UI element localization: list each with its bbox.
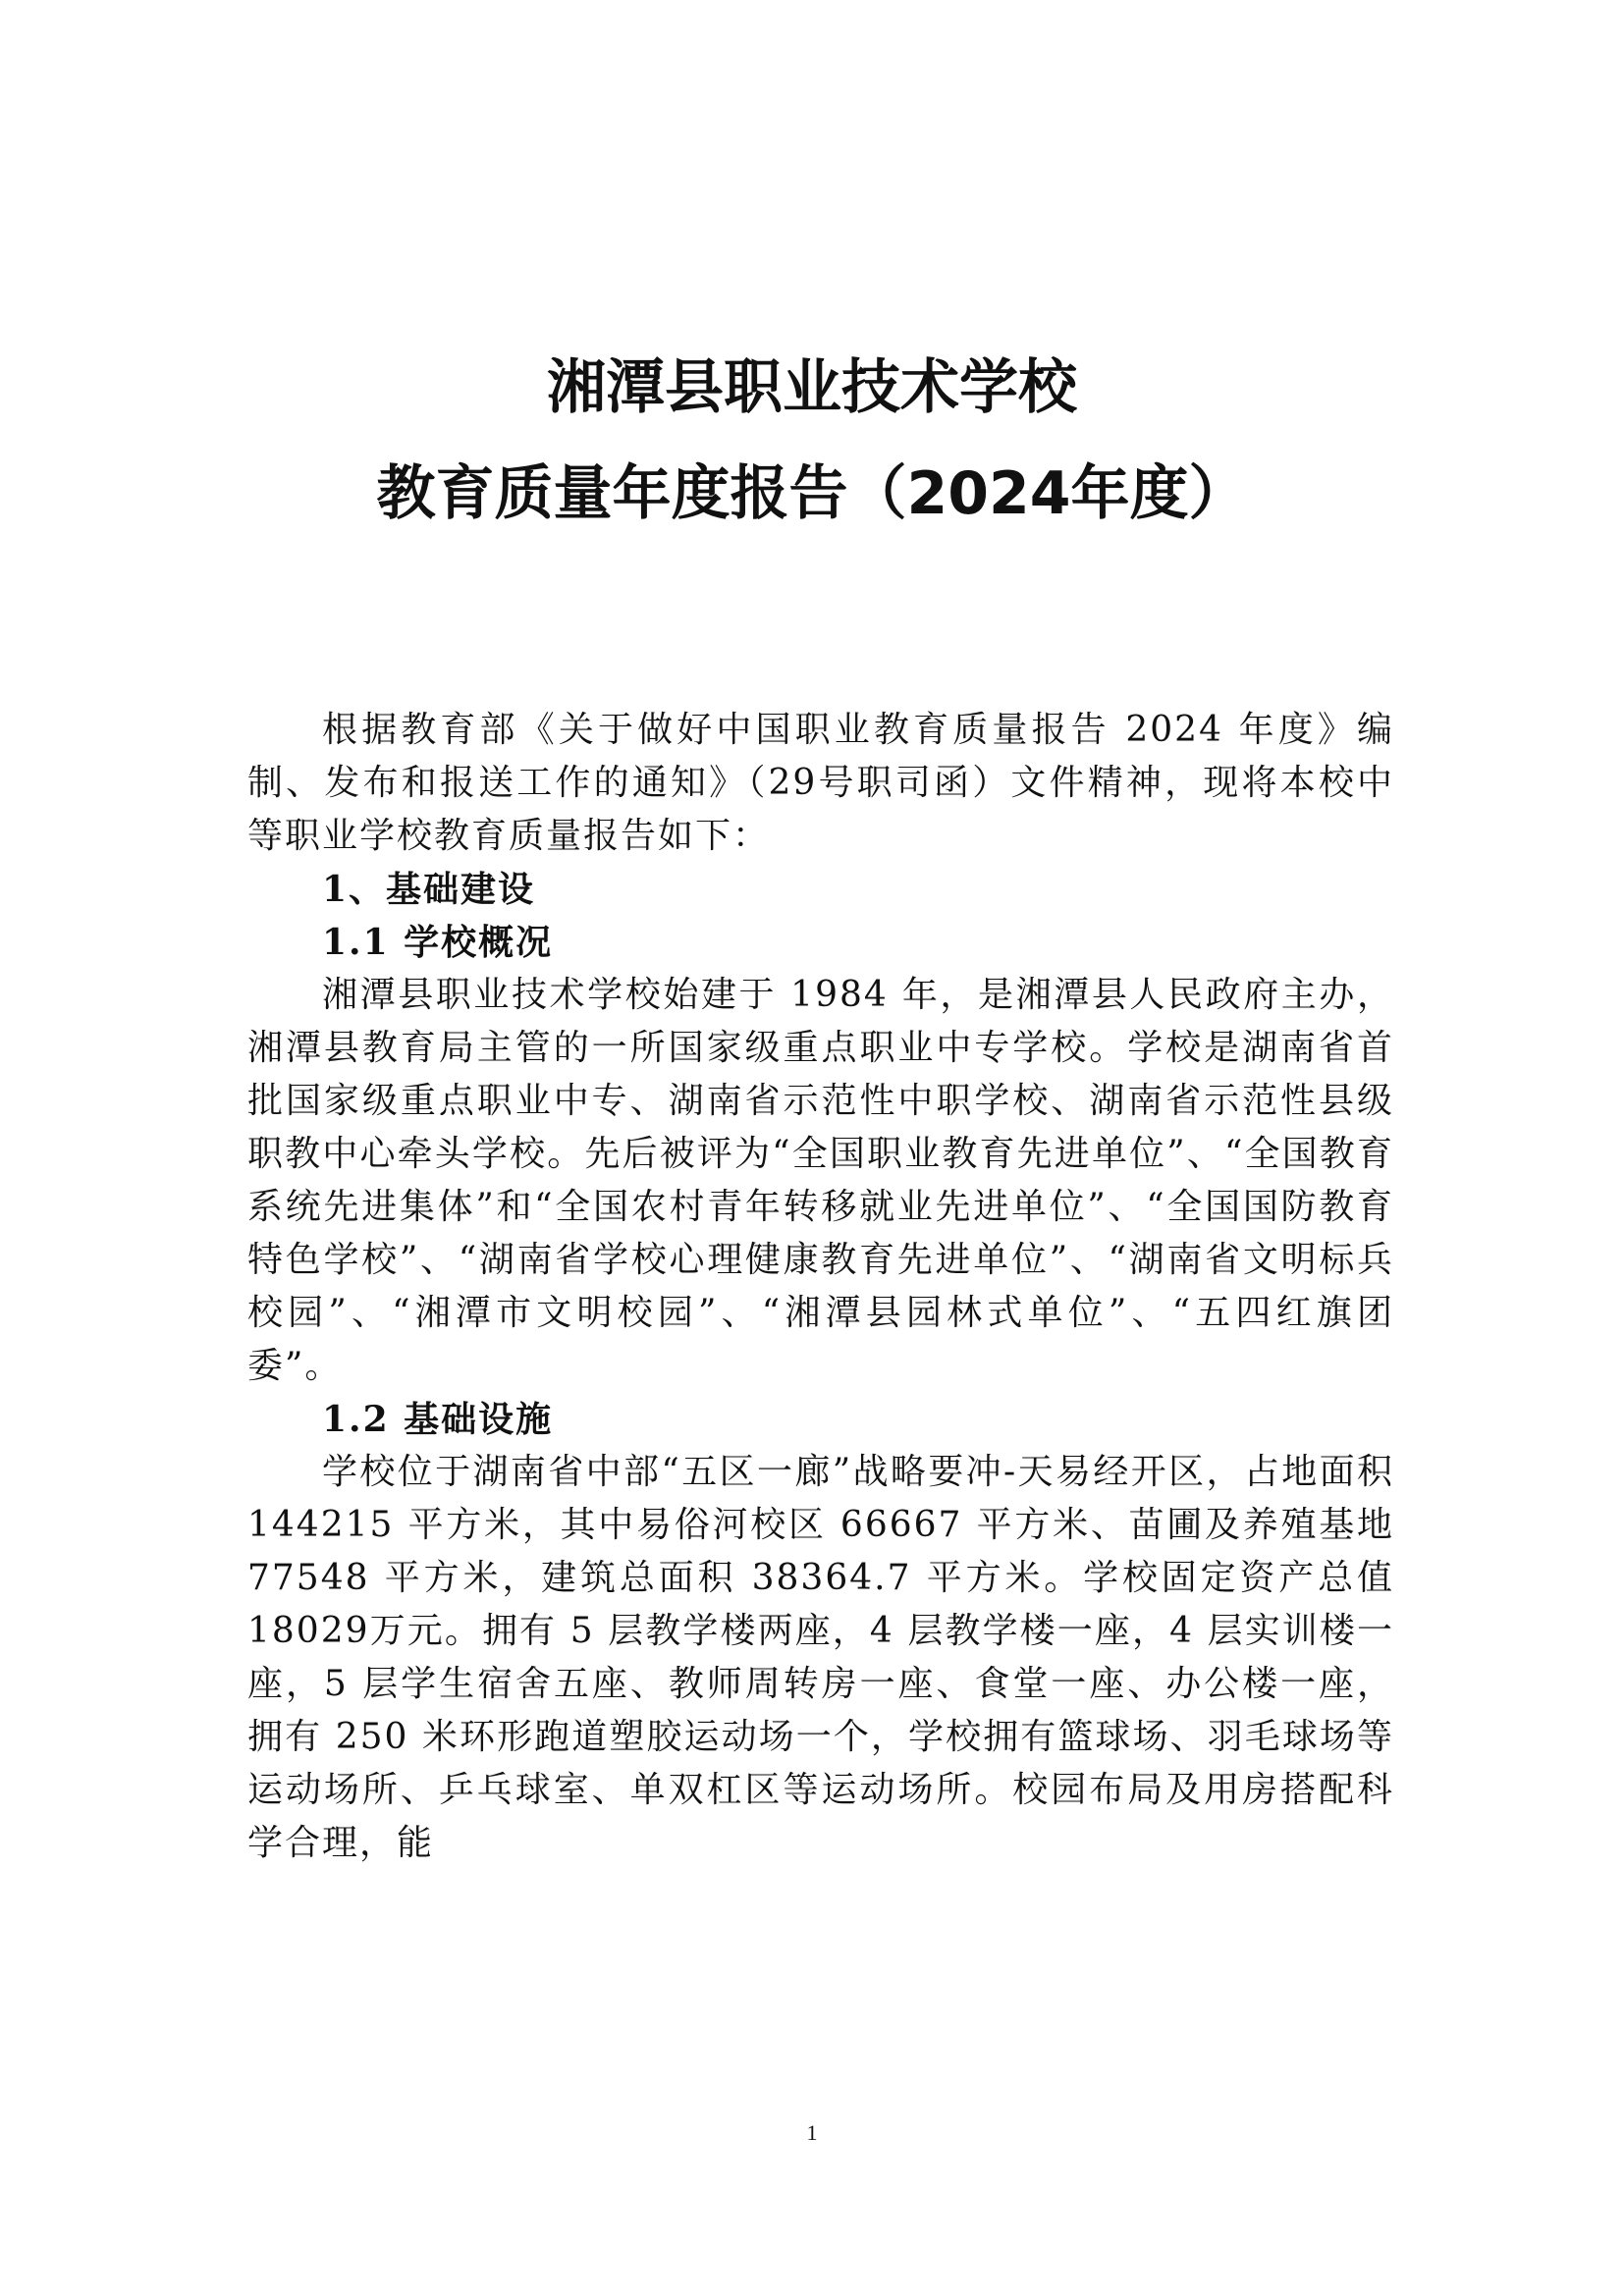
- intro-paragraph: 根据教育部《关于做好中国职业教育质量报告 2024 年度》编制、发布和报送工作的通知》（29号职司函）文件精神，现将本校中等职业学校教育质量报告如下：: [247, 710, 1394, 856]
- report-title-school: 湘潭县职业技术学校: [547, 353, 1077, 422]
- subsection-heading-facilities: 1.2 基础设施: [322, 1399, 554, 1440]
- page-number: 1: [806, 2120, 818, 2145]
- report-body: [247, 704, 1394, 1870]
- overview-paragraph: 湘潭县职业技术学校始建于 1984 年，是湘潭县人民政府主办，湘潭县教育局主管的一所国家级重点职业中专学校。学校是湖南省首批国家级重点职业中专、湖南省示范性中职学校、湖南省示范性县级职教中心牵头学校。先后被评为“全国职业教育先进单位”、“全国教育系统先进集体”和“全国农村青年转移就业先进单位”、“全国国防教育特色学校”、“湖南省学校心理健康教育先进单位”、“湖南省文明标兵校园”、“湘潭市文明校园”、“湘潭县园林式单位”、“五四红旗团委”。: [247, 975, 1394, 1386]
- facilities-paragraph: 学校位于湖南省中部“五区一廊”战略要冲-天易经开区，占地面积 144215 平方米，其中易俗河校区 66667 平方米、苗圃及养殖基地77548 平方米，建筑总面积 38364.7 平方米。学校固定资产总值 18029万元。拥有 5 层教学楼两座，4 层教学楼一座，4 层实训楼一座，5 层学生宿舍五座、教师周转房一座、食堂一座、办公楼一座，拥有 250 米环形跑道塑胶运动场一个，学校拥有篮球场、羽毛球场等运动场所、乒乓球室、单双杠区等运动场所。校园布局及用房搭配科学合理，能: [247, 1452, 1394, 1863]
- subsection-heading-overview: 1.1 学校概况: [322, 922, 554, 963]
- section-heading-infrastructure: 1、基础建设: [322, 869, 536, 910]
- report-title-year: 教育质量年度报告（2024年度）: [376, 459, 1248, 528]
